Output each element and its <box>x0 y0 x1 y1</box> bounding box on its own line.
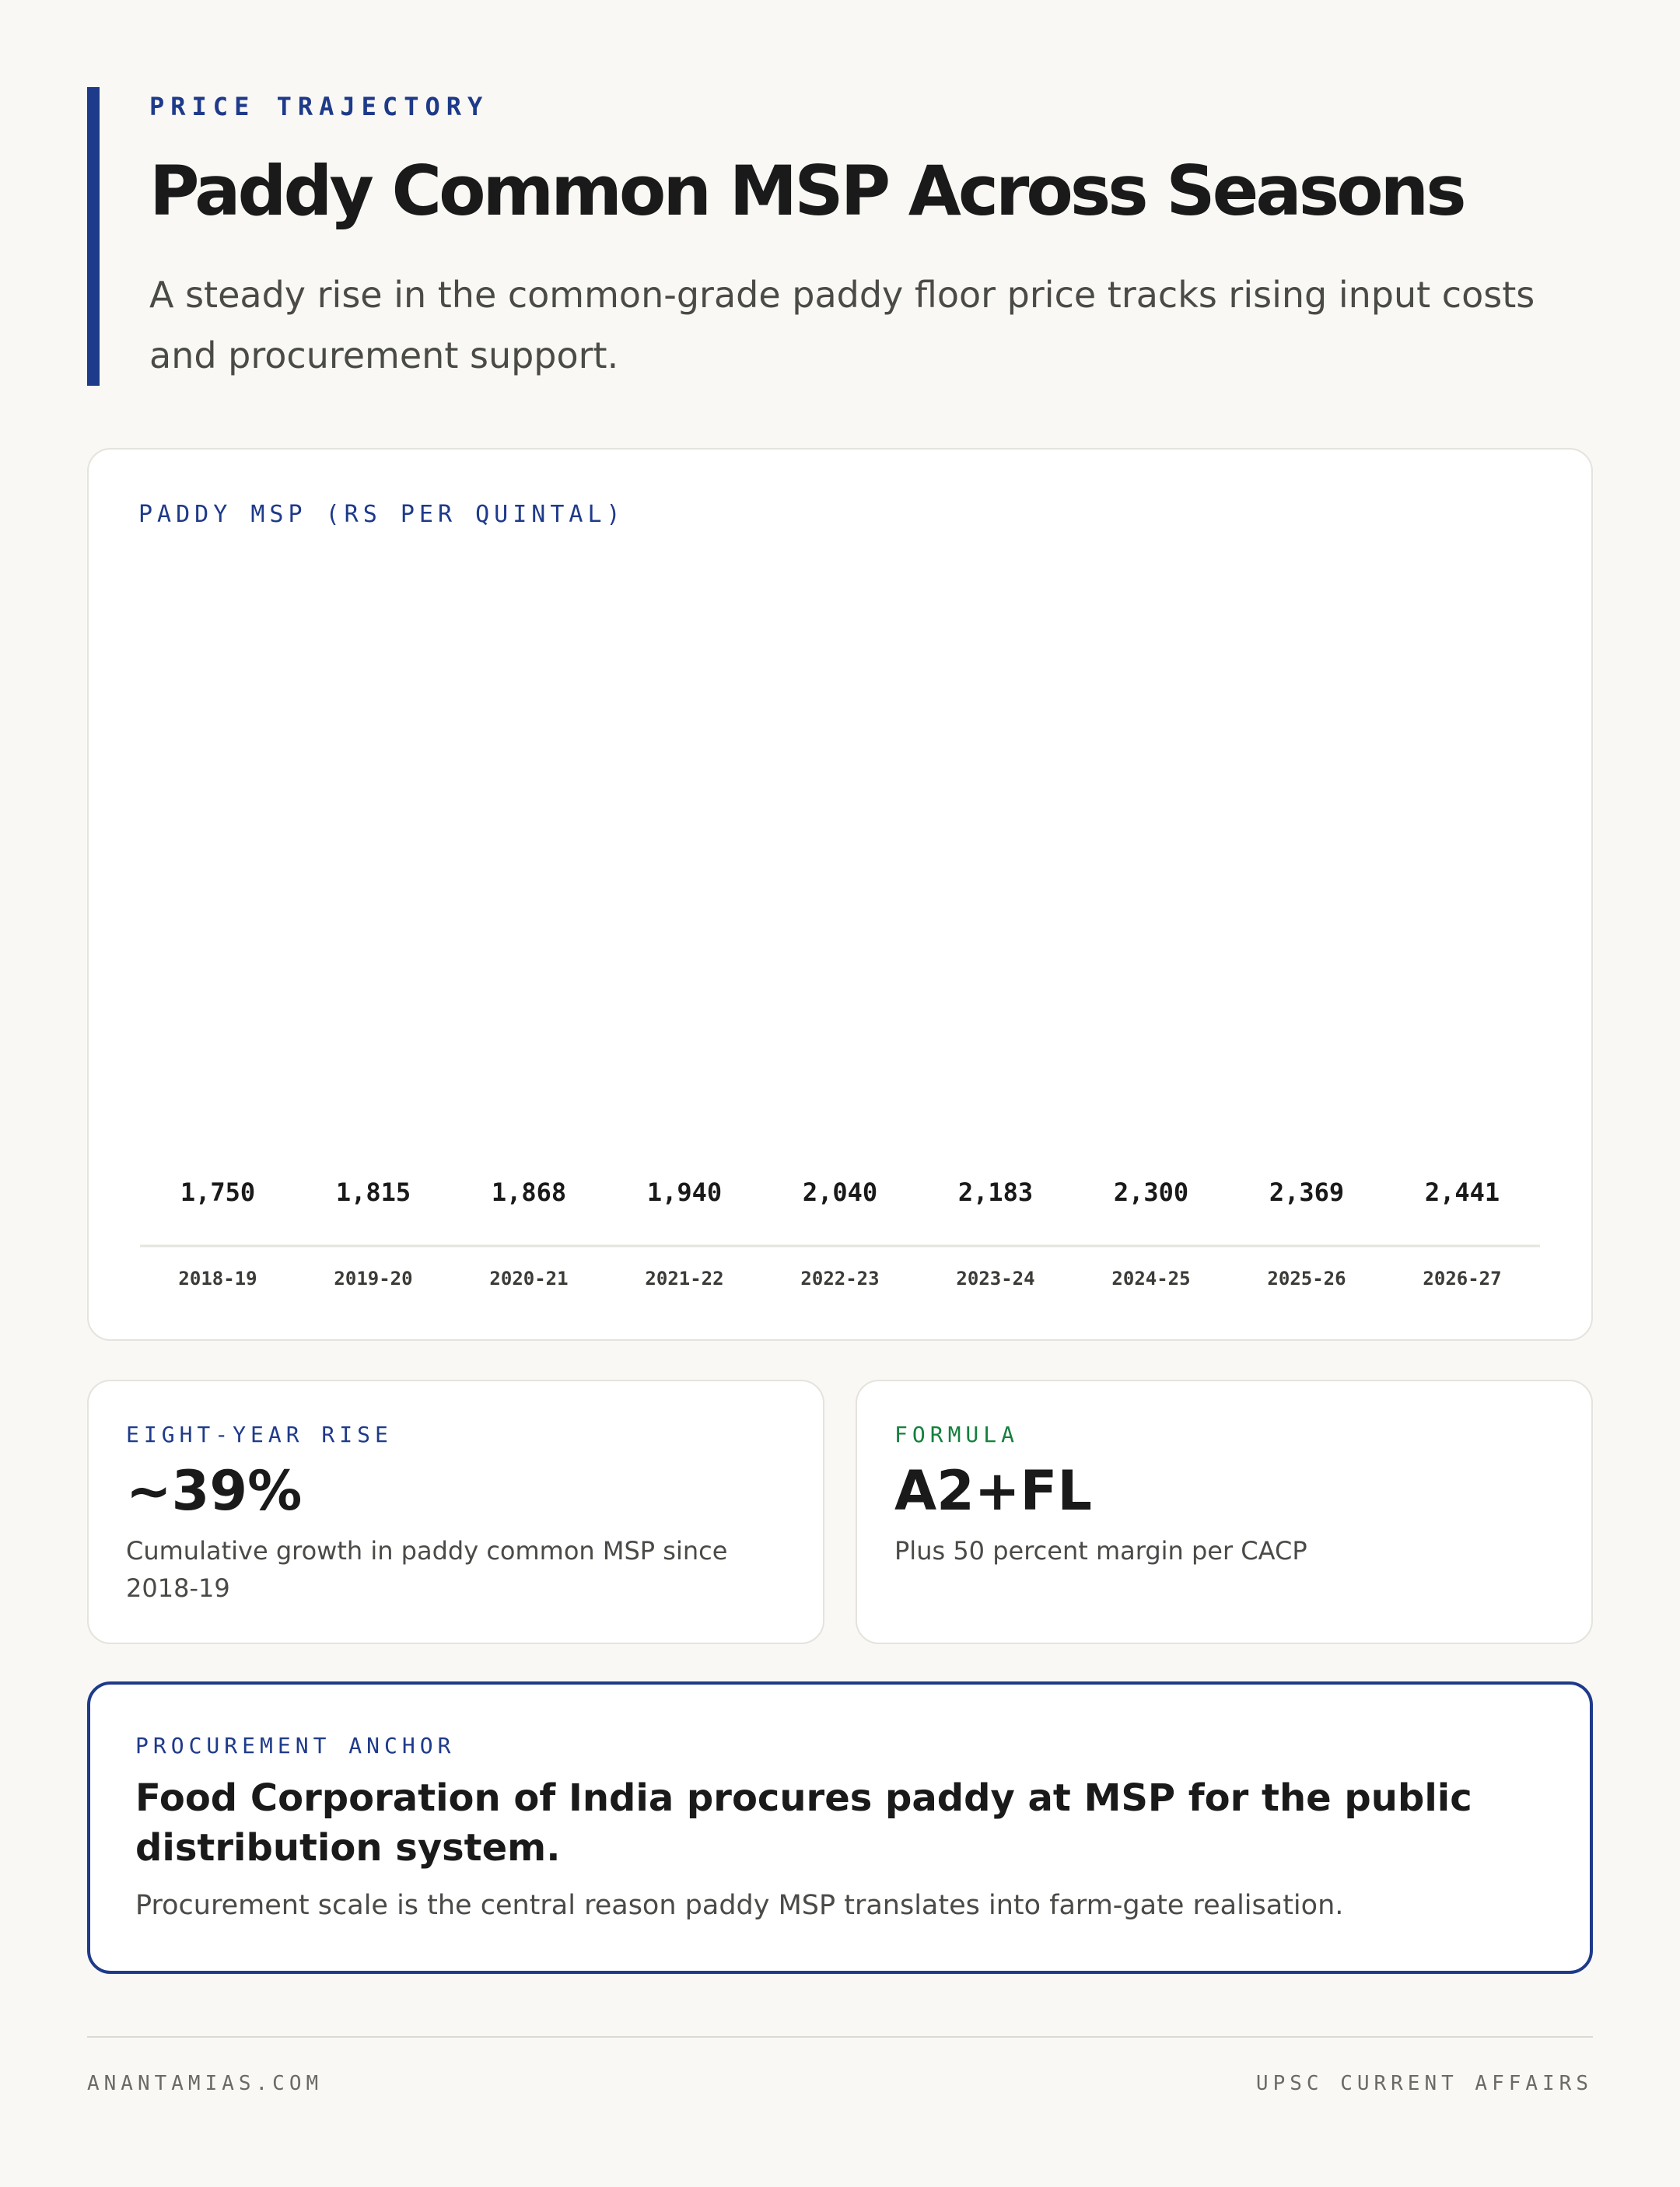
stat-card-rise <box>87 1380 824 1644</box>
bar-2019-20 <box>327 909 420 1191</box>
x-tick-label: 2024-25 <box>1111 1268 1191 1289</box>
page-subtitle: A steady rise in the common-grade paddy floor price tracks rising input costs and procurement support. <box>149 274 1535 376</box>
page-title: Paddy Common MSP Across Seasons <box>149 151 1464 231</box>
x-tick-label: 2020-21 <box>489 1268 569 1289</box>
x-tick-label: 2022-23 <box>800 1268 880 1289</box>
value-label: 1,750 <box>180 1177 256 1207</box>
x-tick-label: 2023-24 <box>956 1268 1035 1289</box>
value-label: 1,815 <box>335 1177 411 1207</box>
bar-2024-25 <box>1104 834 1198 1191</box>
value-label: 2,040 <box>802 1177 878 1207</box>
x-tick-label: 2026-27 <box>1423 1268 1502 1289</box>
footer-site: ANANTAMIAS.COM <box>87 2072 324 2095</box>
value-label: 2,441 <box>1424 1177 1500 1207</box>
anchor-description: Procurement scale is the central reason paddy MSP translates into farm-gate realisation. <box>135 1890 1344 1921</box>
bar-2020-21 <box>482 901 576 1191</box>
msp-bar-chart <box>89 450 1591 1339</box>
chart-title: PADDY MSP (RS PER QUINTAL) <box>138 501 625 528</box>
value-label: 2,300 <box>1113 1177 1189 1207</box>
x-tick-label: 2021-22 <box>645 1268 724 1289</box>
anchor-title: Food Corporation of India procures paddy at MSP for the public distribution system. <box>135 1776 1472 1870</box>
value-label: 2,183 <box>957 1177 1034 1207</box>
bar-2022-23 <box>793 874 887 1191</box>
x-tick-label: 2018-19 <box>178 1268 257 1289</box>
x-tick-label: 2025-26 <box>1267 1268 1346 1289</box>
stat-description: Plus 50 percent margin per CACP <box>894 1536 1307 1566</box>
chart-card <box>87 448 1593 1341</box>
bar-2025-26 <box>1260 823 1353 1191</box>
bar-2023-24 <box>949 852 1042 1191</box>
stat-value: A2+FL <box>894 1459 1092 1523</box>
stat-card-formula <box>856 1380 1593 1644</box>
value-label: 2,369 <box>1269 1177 1345 1207</box>
value-label: 1,940 <box>646 1177 723 1207</box>
bar-2026-27 <box>1416 812 1509 1191</box>
procurement-anchor-card <box>87 1681 1593 1974</box>
stat-value: ~39% <box>126 1459 303 1523</box>
stat-kicker: EIGHT-YEAR RISE <box>126 1422 393 1447</box>
bar-2021-22 <box>638 890 731 1191</box>
eyebrow: PRICE TRAJECTORY <box>149 92 489 121</box>
header <box>87 87 1596 386</box>
bar-2018-19 <box>171 919 264 1191</box>
footer-tagline: UPSC CURRENT AFFAIRS <box>1255 2072 1593 2095</box>
x-tick-label: 2019-20 <box>334 1268 413 1289</box>
footer-divider <box>87 2036 1593 2038</box>
stat-kicker: FORMULA <box>894 1422 1020 1447</box>
value-label: 1,868 <box>491 1177 567 1207</box>
stat-description: Cumulative growth in paddy common MSP since 2018-19 <box>126 1536 728 1603</box>
anchor-kicker: PROCUREMENT ANCHOR <box>135 1733 456 1758</box>
